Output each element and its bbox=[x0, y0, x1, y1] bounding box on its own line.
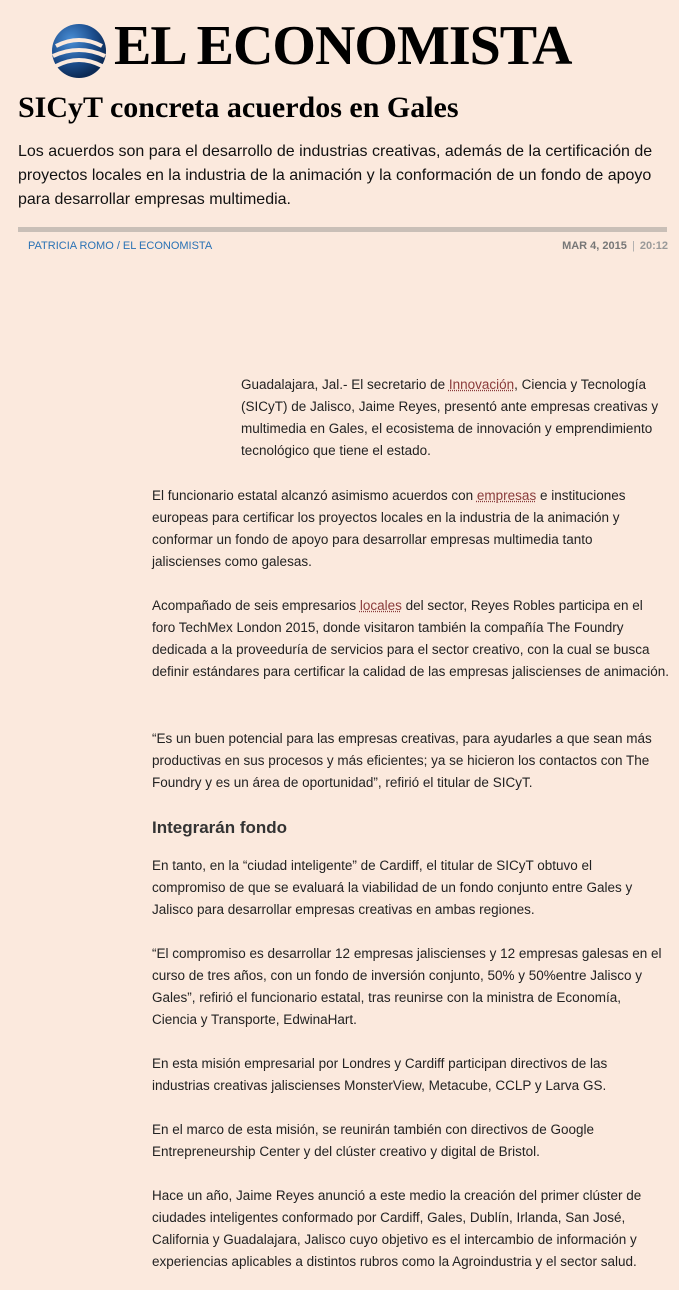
publish-time: 20:12 bbox=[639, 240, 668, 252]
brand-wordmark: EL ECONOMISTA bbox=[114, 15, 572, 77]
globe-logo-icon bbox=[50, 22, 108, 80]
link-empresas[interactable]: empresas bbox=[476, 488, 537, 503]
masthead[interactable] bbox=[0, 8, 679, 78]
link-innovacion[interactable]: Innovación bbox=[448, 377, 515, 392]
paragraph-5: En tanto, en la “ciudad inteligente” de Cardiff, el titular de SICyT obtuvo el compromiso de que se evaluará la viabilidad de un fondo conjunto entre Gales y Jalisco para desarrollar empresas creativas en ambas regiones. bbox=[152, 858, 633, 917]
paragraph-8: En el marco de esta misión, se reunirán también con directivos de Google Entrepreneurship Center y del clúster creativo y digital de Bristol. bbox=[152, 1122, 594, 1159]
section-subheading: Integrarán fondo bbox=[152, 818, 288, 837]
article-headline: SICyT concreta acuerdos en Gales bbox=[18, 91, 459, 124]
article-summary: Los acuerdos son para el desarrollo de industrias creativas, además de la certificación de proyectos locales en la industria de la animación y la conformación de un fondo de apoyo para desarrollar empresas multimedia. bbox=[18, 143, 653, 208]
paragraph-6: “El compromiso es desarrollar 12 empresas jaliscienses y 12 empresas galesas en el curso de tres años, con un fondo de inversión conjunto, 50% y 50%entre Jalisco y Gales”, refirió el funcionario estatal, tras reunirse con la ministra de Economía, Ciencia y Transporte, EdwinaHart. bbox=[152, 946, 662, 1027]
paragraph-3: Acompañado de seis empresarios locales del sector, Reyes Robles participa en el foro TechMex London 2015, donde visitaron también la compañía The Foundry dedicada a la proveeduría de servicios para el sector creativo, con la cual se busca definir estándares para certificar la calidad de las empresas jaliscienses de animación. bbox=[152, 598, 670, 679]
byline-link[interactable]: PATRICIA ROMO / EL ECONOMISTA bbox=[28, 240, 213, 252]
date-separator: | bbox=[631, 240, 635, 252]
paragraph-7: En esta misión empresarial por Londres y Cardiff participan directivos de las industrias creativas jaliscienses MonsterView, Metacube, CCLP y Larva GS. bbox=[152, 1056, 608, 1093]
paragraph-2: El funcionario estatal alcanzó asimismo acuerdos con empresas e instituciones europeas para certificar los proyectos locales en la industria de la animación y conformar un fondo de apoyo para desarrollar empresas multimedia tanto jaliscienses como galesas. bbox=[152, 488, 626, 569]
publish-date: MAR 4, 2015 bbox=[562, 240, 627, 252]
paragraph-9: Hace un año, Jaime Reyes anunció a este medio la creación del primer clúster de ciudades inteligentes conformado por Cardiff, Gales, Dublín, Irlanda, San José, California y Guadalajara, Jalisco cuyo objetivo es el intercambio de información y experiencias aplicables a distintos rubros como la Agroindustria y el sector salud. bbox=[152, 1188, 642, 1269]
dateline bbox=[562, 240, 668, 252]
paragraph-4: “Es un buen potencial para las empresas creativas, para ayudarles a que sean más productivas en sus procesos y más eficientes; ya se hicieron los contactos con The Foundry y es un área de oportunidad”, refirió el titular de SICyT. bbox=[152, 731, 652, 790]
link-locales[interactable]: locales bbox=[359, 598, 402, 613]
divider bbox=[18, 227, 667, 232]
paragraph-1: Guadalajara, Jal.- El secretario de Innovación, Ciencia y Tecnología (SICyT) de Jalisco, Jaime Reyes, presentó ante empresas creativas y multimedia en Gales, el ecosistema de innovación y emprendimiento tecnológico que tiene el estado. bbox=[241, 377, 659, 458]
